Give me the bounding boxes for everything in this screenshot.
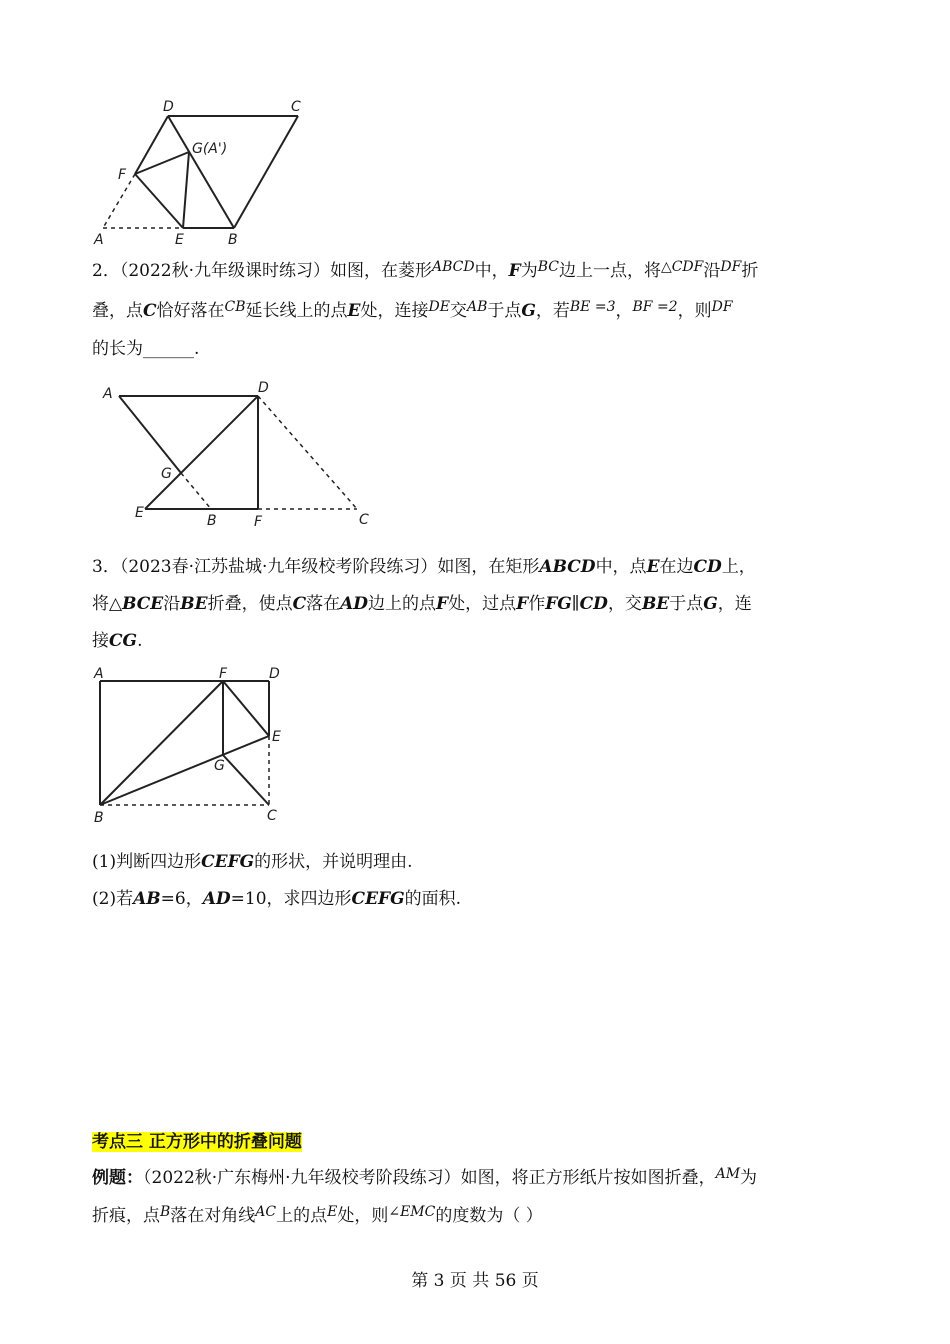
fig3-label-c: C (267, 808, 277, 824)
section-heading: 考点三 正方形中的折叠问题 (92, 1132, 302, 1152)
fig3-label-a: A (94, 666, 104, 682)
page-footer: 第 3 页 共 56 页 (411, 1271, 539, 1291)
fig2-label-e: E (135, 505, 144, 521)
example-line-2: 折痕，点$^B$落在对角线$^{AC}$上的点$^E$处，则$^{\angle EMC}$的度数为（ ） (92, 1204, 543, 1226)
figure-1-rhombus-fold (88, 95, 318, 250)
q3-line-3: 接CG. (92, 631, 143, 651)
q2-line-2: 叠，点C恰好落在$^{CB}$延长线上的点E处，连接$^{DE}$交$^{AB}$于点G，若$^{BE =3}$，$^{BF =2}$，则$^{DF}$ (92, 299, 733, 321)
fig1-label-f: F (118, 167, 127, 183)
fig3-label-g: G (214, 758, 225, 774)
fig3-label-f: F (219, 666, 228, 682)
fig2-label-b: B (207, 513, 217, 529)
fig2-label-g: G (161, 466, 172, 482)
q2-line-3: 的长为______. (92, 339, 200, 359)
q3-line-1: 3．（2023春·江苏盐城·九年级校考阶段练习）如图，在矩形ABCD中，点E在边CD上， (92, 557, 756, 577)
fig1-label-c: C (291, 99, 301, 115)
q3-sub-2: (2)若AB=6，AD=10，求四边形CEFG的面积. (92, 889, 462, 909)
fig2-label-d: D (258, 380, 269, 396)
fig1-label-e: E (175, 232, 184, 248)
example-line-1: 例题：（2022秋·广东梅州·九年级校考阶段练习）如图，将正方形纸片按如图折叠，$^{AM}$为 (92, 1166, 758, 1188)
q3-sub-1: (1)判断四边形CEFG的形状，并说明理由. (92, 852, 413, 872)
fig1-label-b: B (228, 232, 238, 248)
fig2-label-a: A (103, 386, 113, 402)
fig3-label-e: E (272, 729, 281, 745)
fig2-label-f: F (254, 514, 263, 530)
fig1-label-g: G(A') (192, 141, 228, 157)
fig3-label-d: D (269, 666, 280, 682)
figure-2-rhombus-fold (95, 375, 385, 535)
q3-line-2: 将△BCE沿BE折叠，使点C落在AD边上的点F处，过点F作FG∥CD，交BE于点G，连 (92, 594, 752, 614)
q2-line-1: 2．（2022秋·九年级课时练习）如图，在菱形$^{ABCD}$中，F为$^{BC}$边上一点，将$^{\triangle CDF}$沿$^{DF}$折 (92, 259, 759, 281)
fig3-label-b: B (94, 810, 104, 826)
fig1-label-a: A (94, 232, 104, 248)
figure-3-rectangle-fold (88, 662, 298, 832)
fig1-label-d: D (163, 99, 174, 115)
fig2-label-c: C (359, 512, 369, 528)
